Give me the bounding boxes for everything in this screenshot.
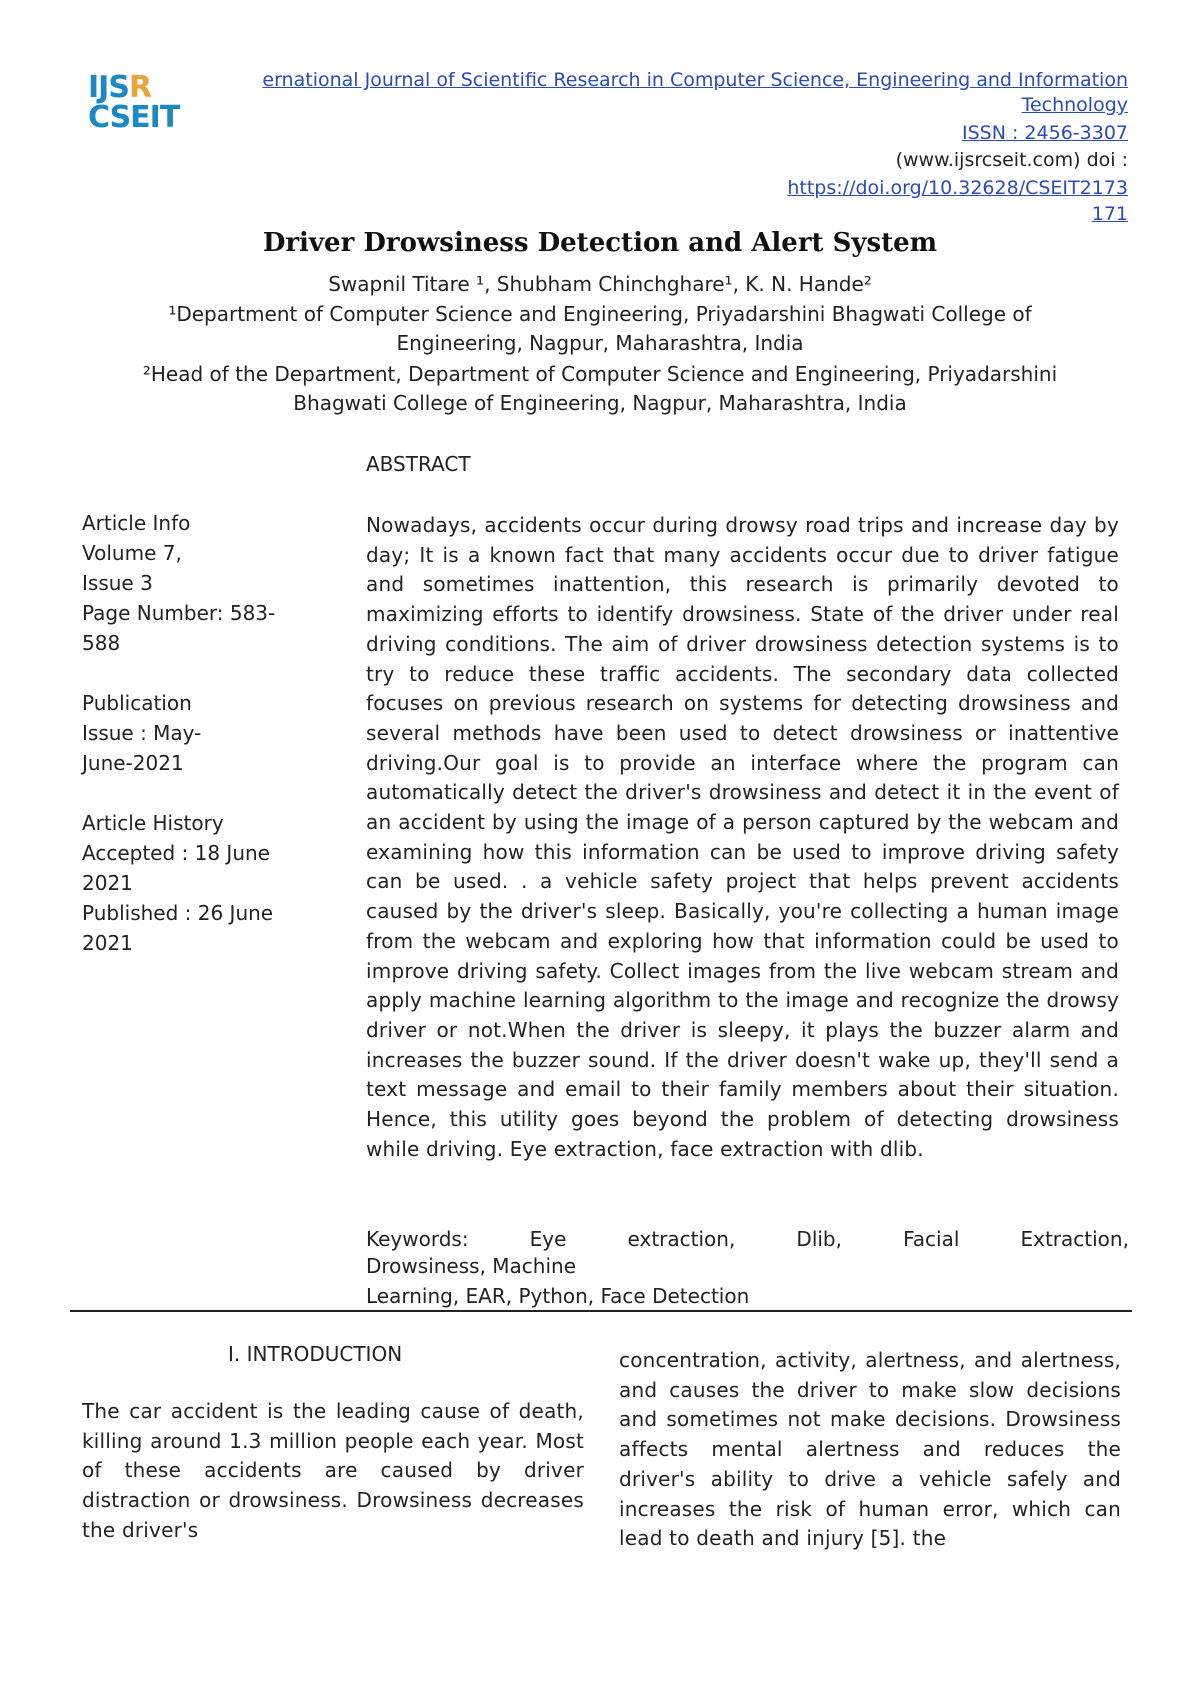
keywords-label: Keywords: <box>366 1227 469 1251</box>
keyword-extraction-2: Extraction, <box>1020 1227 1129 1251</box>
keywords-line2: Drowsiness, Machine <box>366 1254 577 1278</box>
abstract-heading: ABSTRACT <box>366 452 471 476</box>
keyword-dlib: Dlib, <box>796 1227 842 1251</box>
doi-link-line1[interactable]: https://doi.org/10.32628/CSEIT2173 <box>787 177 1128 199</box>
article-pages-line2: 588 <box>82 631 121 655</box>
keywords-line1 <box>366 1227 1129 1251</box>
publication-issue-line1: Issue : May- <box>82 721 202 745</box>
keyword-eye: Eye <box>529 1227 567 1251</box>
publication-issue-line2: June-2021 <box>82 751 184 775</box>
paper-authors: Swapnil Titare ¹, Shubham Chinchghare¹, K. N. Hande² <box>328 272 872 296</box>
logo-top-text: IJSR <box>88 70 152 105</box>
journal-name-line2[interactable]: Technology <box>1021 94 1128 116</box>
article-info <box>82 508 312 958</box>
abstract-body: Nowadays, accidents occur during drowsy road trips and increase day by day; It is a known fact that many accidents occur due to driver fatigue and sometimes inattention, this research is primarily devoted to maximizing efforts to identify drowsiness. State of the driver under real driving conditions. The aim of driver drowsiness detection systems is to try to reduce these traffic accidents. The secondary data collected focuses on previous research on systems for detecting drowsiness and several methods have been used to detect drowsiness or inattentive driving.Our goal is to provide an interface where the program can automatically detect the driver's drowsiness and detect it in the event of an accident by using the image of a person captured by the webcam and examining how this information can be used to improve driving safety can be used. . a vehicle safety project that helps prevent accidents caused by the driver's sleep. Basically, you're collecting a human image from the webcam and exploring how that information could be used to improve driving safety. Collect images from the live webcam stream and apply machine learning algorithm to the image and recognize the drowsy driver or not.When the driver is sleepy, it plays the buzzer alarm and increases the buzzer sound. If the driver doesn't wake up, they'll send a text message and email to their family members about their situation. Hence, this utility goes beyond the problem of detecting drowsiness while driving. Eye extraction, face extraction with dlib. <box>366 513 1119 1161</box>
issn-link[interactable]: ISSN : 2456-3307 <box>962 122 1128 144</box>
logo-bottom-text: CSEIT <box>88 100 180 135</box>
keyword-extraction: extraction, <box>627 1227 736 1251</box>
introduction-right-column: concentration, activity, alertness, and alertness, and causes the driver to make slow decisions and sometimes not make decisions. Drowsiness affects mental alertness and reduces the driver's ability to drive a vehicle safely and increases the risk of human error, which can lead to death and injury [5]. the <box>619 1348 1121 1551</box>
publication-label: Publication <box>82 691 192 715</box>
journal-logo <box>86 72 210 142</box>
article-history-label: Article History <box>82 811 224 835</box>
affiliation-2 <box>80 360 1120 418</box>
website-text: (www.ijsrcseit.com) doi : <box>895 149 1128 171</box>
affiliation-2-line1: ²Head of the Department, Department of Computer Science and Engineering, Priyadarshini <box>142 362 1058 386</box>
introduction-heading: I. INTRODUCTION <box>228 1342 403 1366</box>
affiliation-2-line2: Bhagwati College of Engineering, Nagpur, Maharashtra, India <box>293 391 907 415</box>
keywords-line3: Learning, EAR, Python, Face Detection <box>366 1284 750 1308</box>
published-line1: Published : 26 June <box>82 901 274 925</box>
article-issue: Issue 3 <box>82 571 153 595</box>
journal-name-line1[interactable]: ernational Journal of Scientific Research in Computer Science, Engineering and Information <box>262 69 1128 91</box>
doi-link-line2[interactable]: 171 <box>1091 203 1128 225</box>
paper-title: Driver Drowsiness Detection and Alert System <box>262 228 938 258</box>
affiliation-1-line1: ¹Department of Computer Science and Engineering, Priyadarshini Bhagwati College of <box>168 302 1032 326</box>
article-pages-line1: Page Number: 583- <box>82 601 276 625</box>
affiliation-1 <box>80 300 1120 358</box>
article-volume: Volume 7, <box>82 541 182 565</box>
accepted-line2: 2021 <box>82 871 133 895</box>
introduction-left-column: The car accident is the leading cause of death, killing around 1.3 million people each year. Most of these accidents are caused by driver distraction or drowsiness. Drowsiness decreases the driver's <box>82 1399 584 1542</box>
article-info-heading: Article Info <box>82 511 191 535</box>
section-divider <box>70 1310 1132 1312</box>
published-line2: 2021 <box>82 931 133 955</box>
affiliation-1-line2: Engineering, Nagpur, Maharashtra, India <box>396 331 804 355</box>
accepted-line1: Accepted : 18 June <box>82 841 270 865</box>
keyword-facial: Facial <box>903 1227 960 1251</box>
